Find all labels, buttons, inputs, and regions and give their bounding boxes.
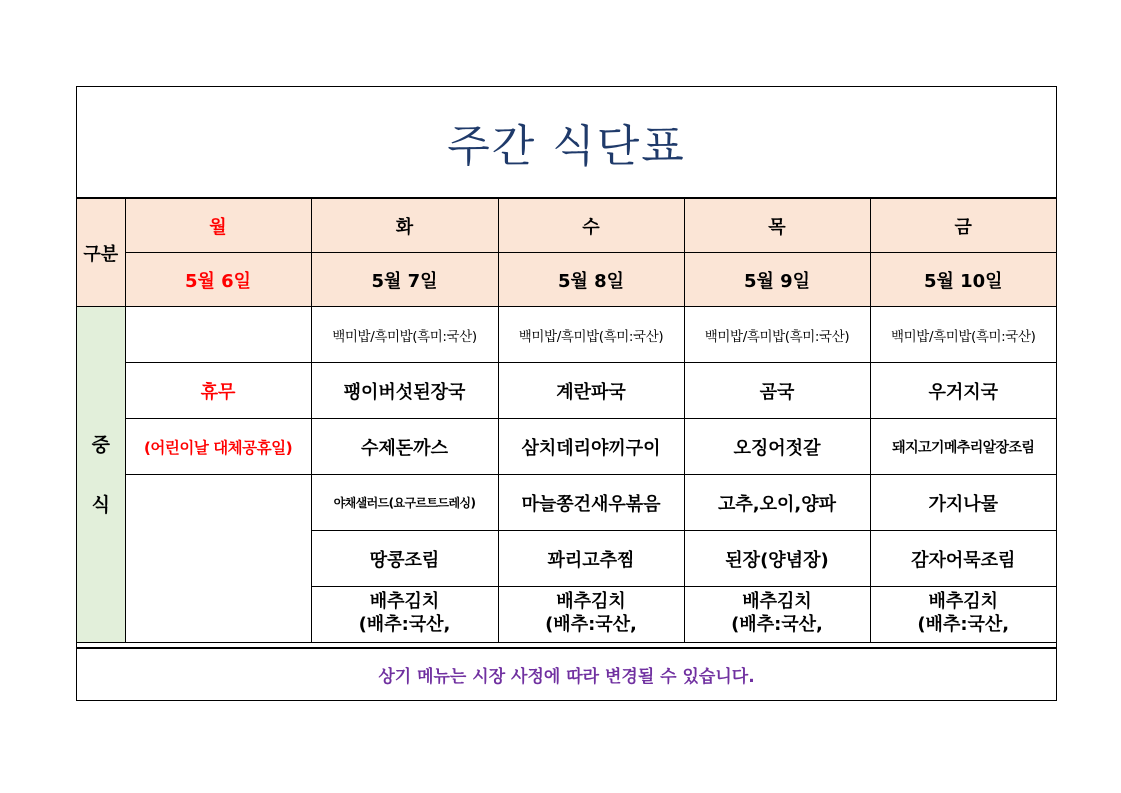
menu-item: 삼치데리야끼구이	[498, 419, 684, 475]
menu-item: 계란파국	[498, 363, 684, 419]
kimchi-name: 배추김치	[928, 591, 999, 612]
kimchi-origin: (배추:국산,	[545, 614, 637, 635]
menu-kimchi	[498, 587, 684, 643]
menu-item: 백미밥/흑미밥(흑미:국산)	[870, 307, 1056, 363]
kimchi-name: 배추김치	[742, 591, 812, 612]
menu-item: 된장(양념장)	[684, 531, 870, 587]
page-title: 주간 식단표	[77, 87, 1056, 199]
date-mon: 5월 6일	[125, 253, 311, 307]
date-thu: 5월 9일	[684, 253, 870, 307]
menu-item: 곰국	[684, 363, 870, 419]
menu-item: 가지나물	[870, 475, 1056, 531]
menu-kimchi	[684, 587, 870, 643]
menu-mon-empty	[125, 307, 311, 363]
menu-item: 땅콩조림	[311, 531, 498, 587]
menu-item: 우거지국	[870, 363, 1056, 419]
menu-item: 감자어묵조림	[870, 531, 1056, 587]
menu-item: 백미밥/흑미밥(흑미:국산)	[498, 307, 684, 363]
kimchi-origin: (배추:국산,	[731, 614, 823, 635]
lunch-label-char-2: 식	[91, 493, 110, 516]
menu-item: 백미밥/흑미밥(흑미:국산)	[311, 307, 498, 363]
date-wed: 5월 8일	[498, 253, 684, 307]
division-label: 구분	[77, 199, 125, 307]
day-header-mon: 월	[125, 199, 311, 253]
menu-item: 팽이버섯된장국	[311, 363, 498, 419]
menu-kimchi	[870, 587, 1056, 643]
weekly-menu-table	[77, 199, 1056, 643]
date-tue: 5월 7일	[311, 253, 498, 307]
lunch-label	[77, 307, 125, 643]
kimchi-origin: (배추:국산,	[358, 614, 451, 635]
menu-item: 돼지고기메추리알장조림	[870, 419, 1056, 475]
menu-item: 오징어젓갈	[684, 419, 870, 475]
kimchi-name: 배추김치	[369, 591, 440, 612]
day-header-wed: 수	[498, 199, 684, 253]
lunch-label-char-1: 중	[91, 433, 110, 456]
menu-item: 마늘쫑건새우볶음	[498, 475, 684, 531]
kimchi-origin: (배추:국산,	[917, 614, 1010, 635]
kimchi-name: 배추김치	[556, 591, 626, 612]
day-header-tue: 화	[311, 199, 498, 253]
menu-kimchi	[311, 587, 498, 643]
holiday-label: 휴무	[125, 363, 311, 419]
menu-item: 야채샐러드(요구르트드레싱)	[311, 475, 498, 531]
date-fri: 5월 10일	[870, 253, 1056, 307]
day-header-fri: 금	[870, 199, 1056, 253]
menu-mon-blank	[125, 475, 311, 643]
menu-item: 꽈리고추찜	[498, 531, 684, 587]
footer-notice: 상기 메뉴는 시장 사정에 따라 변경될 수 있습니다.	[77, 647, 1056, 700]
menu-item: 백미밥/흑미밥(흑미:국산)	[684, 307, 870, 363]
menu-item: 고추,오이,양파	[684, 475, 870, 531]
menu-sheet	[76, 86, 1057, 701]
holiday-reason: (어린이날 대체공휴일)	[125, 419, 311, 475]
menu-item: 수제돈까스	[311, 419, 498, 475]
day-header-thu: 목	[684, 199, 870, 253]
